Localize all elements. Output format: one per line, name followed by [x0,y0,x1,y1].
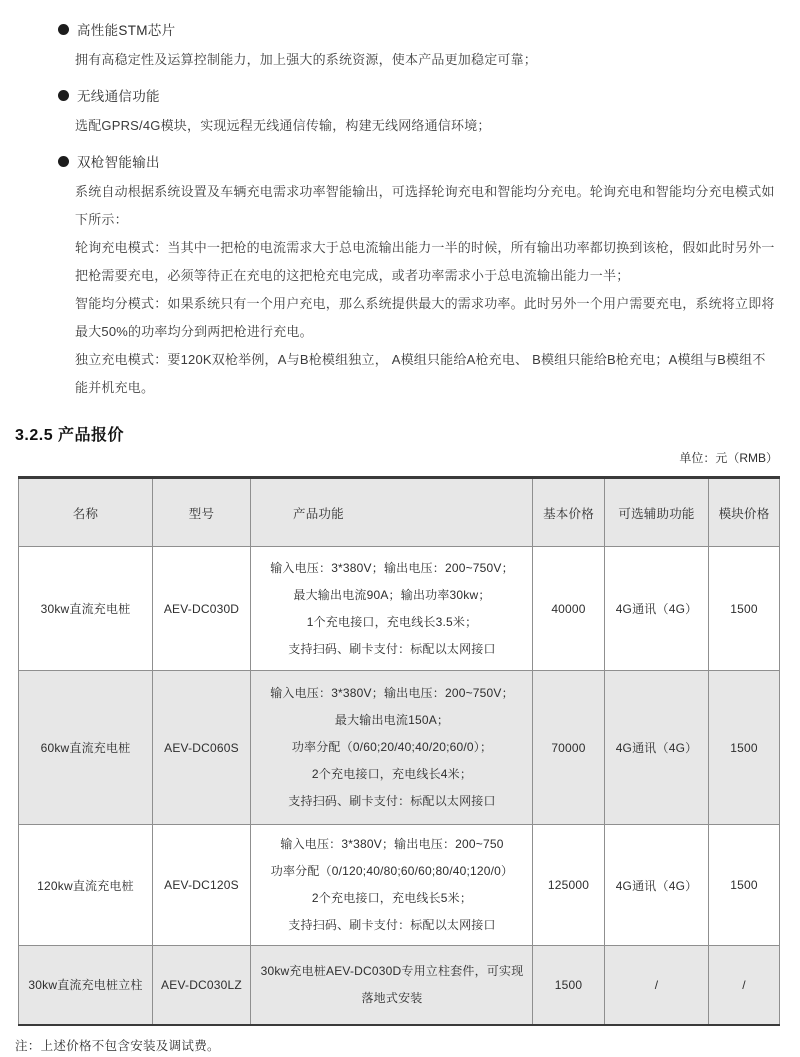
function-line: 2个充电接口，充电线长5米； [311,891,473,905]
column-header: 基本价格 [533,478,605,547]
table-header-row [19,478,780,547]
product-name-cell: 30kw直流充电桩 [19,547,153,671]
table-row [19,946,780,1025]
price-table [18,476,780,1026]
product-name-cell: 30kw直流充电桩立柱 [19,946,153,1025]
feature-item [0,86,800,140]
function-line: 2个充电接口，充电线长4米； [311,767,473,781]
base-price-cell: 125000 [533,825,605,946]
function-line: 功率分配（0/120;40/80;60/60;80/40;120/0） [270,864,514,878]
model-cell: AEV-DC060S [153,671,251,825]
product-functions-cell [251,946,533,1025]
base-price-cell: 40000 [533,547,605,671]
feature-paragraph: 拥有高稳定性及运算控制能力，加上强大的系统资源，使本产品更加稳定可靠； [75,52,538,67]
feature-body [75,112,775,140]
function-line: 输入电压：3*380V；输出电压：200~750V； [270,560,514,575]
module-price-cell: 1500 [709,671,780,825]
column-header: 名称 [19,478,153,547]
model-cell: AEV-DC030LZ [153,946,251,1025]
feature-paragraph: 轮询充电模式：当其中一把枪的电流需求大于总电流输出能力一半的时候，所有输出功率都切换到该枪，假如此时另外一把枪需要充电，必须等待正在充电的这把枪充电完成，或者功率需求小于总电流输出能力一半； [75,240,775,283]
feature-paragraph: 系统自动根据系统设置及车辆充电需求功率智能输出，可选择轮询充电和智能均分充电。轮询充电和智能均分充电模式如下所示： [75,184,775,227]
feature-body [75,46,775,74]
product-name-cell: 60kw直流充电桩 [19,671,153,825]
feature-paragraph: 选配GPRS/4G模块，实现远程无线通信传输，构建无线网络通信环境； [75,118,491,133]
product-functions-cell [251,671,533,825]
product-functions-cell [251,825,533,946]
feature-item [0,20,800,74]
table-row [19,671,780,825]
feature-label: 高性能STM芯片 [77,23,176,38]
table-row [19,547,780,671]
column-header: 产品功能 [251,478,533,547]
function-line: 输入电压：3*380V；输出电压：200~750 [280,837,504,851]
aux-function-cell: / [605,946,709,1025]
feature-label: 双枪智能输出 [77,155,160,170]
function-line: 功率分配（0/60;20/40;40/20;60/0）； [291,740,493,754]
bullet-icon [58,156,69,167]
module-price-cell: 1500 [709,825,780,946]
function-line: 最大输出电流90A；输出功率30kw； [293,587,491,602]
table-body [19,547,780,1025]
aux-function-cell: 4G通讯（4G） [605,825,709,946]
column-header: 模块价格 [709,478,780,547]
feature-list [0,20,800,402]
function-line: 30kw充电桩AEV-DC030D专用立柱套件，可实现落地式安装 [260,963,524,1005]
function-line: 最大输出电流150A； [334,713,450,727]
bullet-icon [58,24,69,35]
aux-function-cell: 4G通讯（4G） [605,671,709,825]
function-line: 1个充电接口，充电线长3.5米； [306,614,478,629]
feature-head [0,86,800,104]
function-line: 输入电压：3*380V；输出电压：200~750V； [270,686,514,700]
function-line: 支持扫码、刷卡支付：标配以太网接口 [288,794,496,808]
feature-item [0,152,800,402]
model-cell: AEV-DC030D [153,547,251,671]
unit-note: 单位：元（RMB） [679,451,778,465]
product-name-cell: 120kw直流充电桩 [19,825,153,946]
module-price-cell: / [709,946,780,1025]
column-header: 可选辅助功能 [605,478,709,547]
feature-paragraph: 智能均分模式：如果系统只有一个用户充电，那么系统提供最大的需求功率。此时另外一个用户需要充电，系统将立即将最大50%的功率均分到两把枪进行充电。 [75,296,775,339]
aux-function-cell: 4G通讯（4G） [605,547,709,671]
feature-label: 无线通信功能 [77,89,160,104]
feature-head [0,20,800,38]
base-price-cell: 1500 [533,946,605,1025]
section-title: 3.2.5 产品报价 [15,427,125,444]
bullet-icon [58,90,69,101]
feature-body [75,178,775,402]
table-footnote: 注：上述价格不包含安装及调试费。 [15,1038,220,1053]
function-line: 支持扫码、刷卡支付：标配以太网接口 [288,641,496,656]
model-cell: AEV-DC120S [153,825,251,946]
feature-head [0,152,800,170]
column-header: 型号 [153,478,251,547]
module-price-cell: 1500 [709,547,780,671]
table-row [19,825,780,946]
base-price-cell: 70000 [533,671,605,825]
function-line: 支持扫码、刷卡支付：标配以太网接口 [288,918,496,932]
product-functions-cell [251,547,533,671]
feature-paragraph: 独立充电模式：要120K双枪举例，A与B枪模组独立， A模组只能给A枪充电、 B模组只能给B枪充电；A模组与B模组不能并机充电。 [75,352,766,395]
